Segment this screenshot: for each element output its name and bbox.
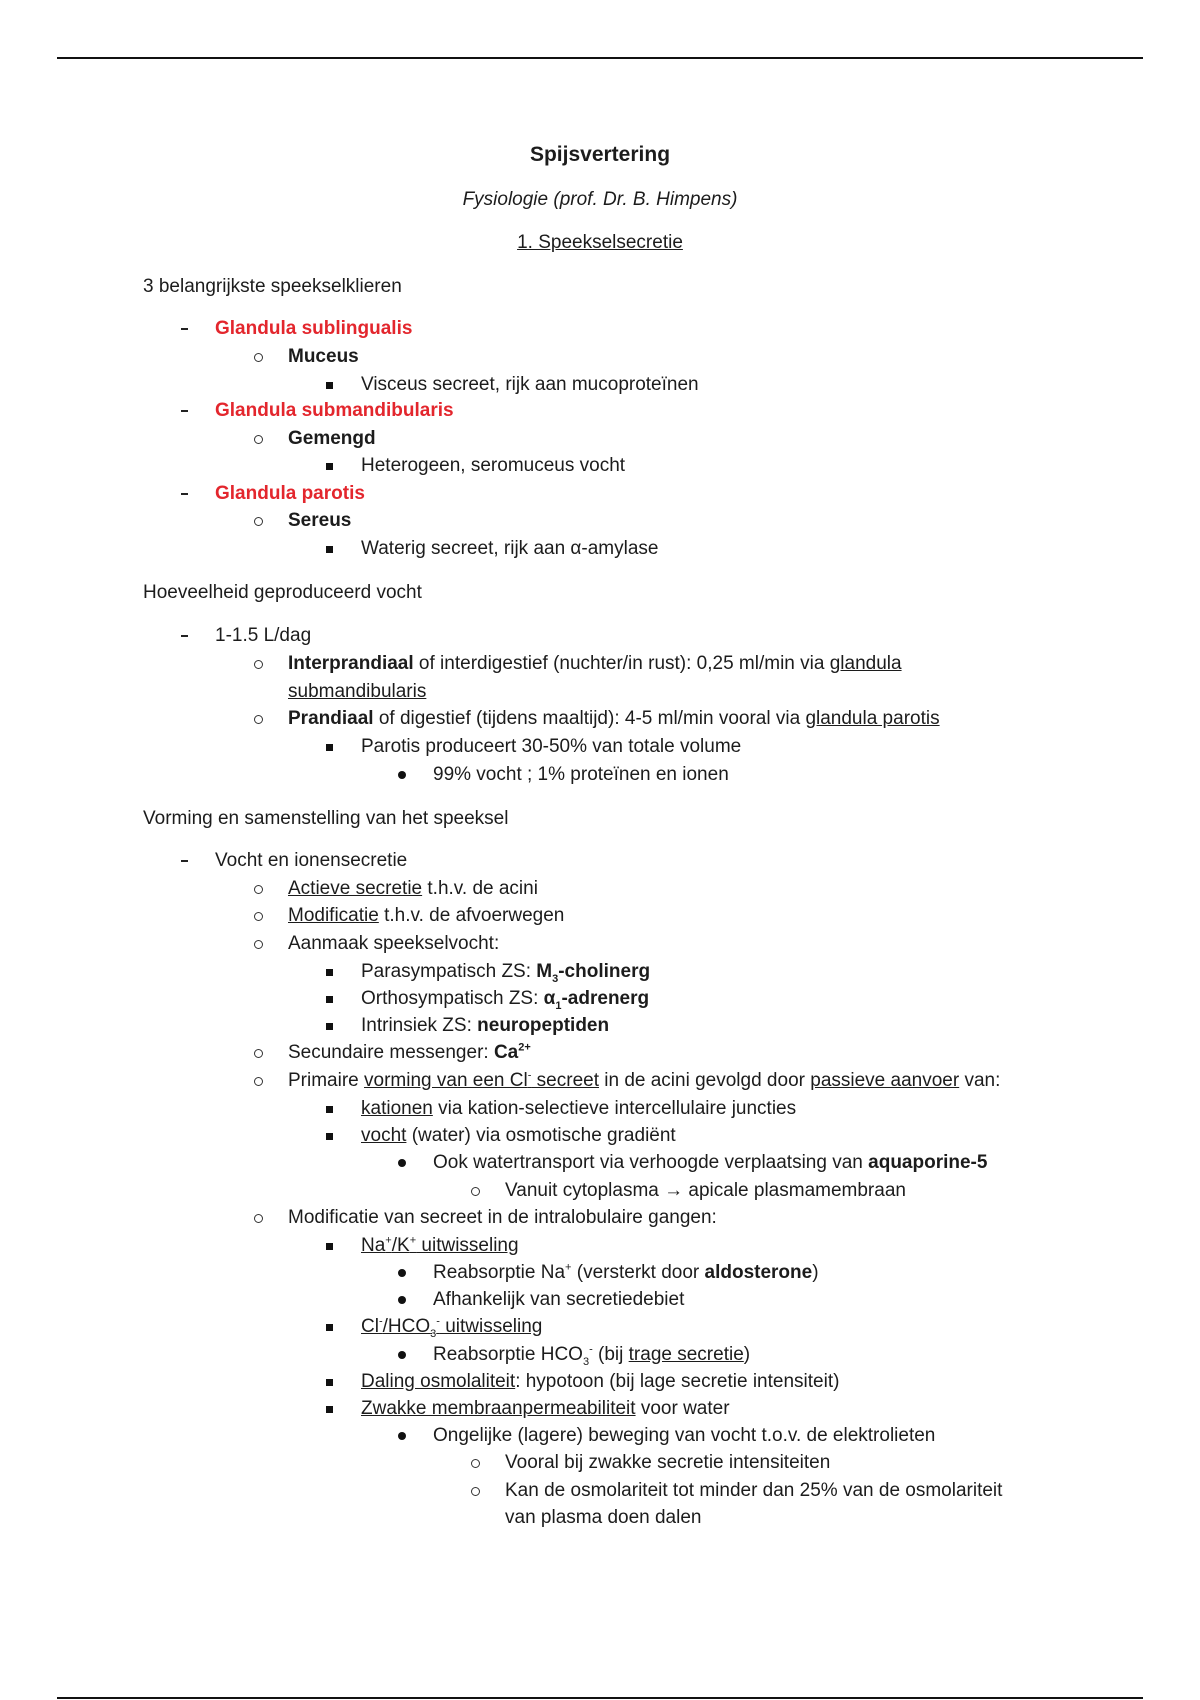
cytoplasm: Vanuit cytoplasma → apicale plasmamembraan — [505, 1180, 906, 1201]
circle-marker — [254, 353, 263, 362]
dot-marker — [398, 1296, 406, 1304]
active-secretion: Actieve secretie t.h.v. de acini — [288, 878, 538, 899]
arrow-right-icon: → — [664, 1180, 684, 1201]
osmolarity-line-1: Kan de osmolariteit tot minder dan 25% van de osmolariteit — [505, 1480, 1003, 1501]
square-marker — [326, 1133, 333, 1140]
na-k-exchange: Na+/K+ uitwisseling — [361, 1234, 519, 1256]
aquaporin: Ook watertransport via verhoogde verplaatsing van aquaporine-5 — [433, 1152, 988, 1173]
circle-marker — [471, 1459, 480, 1468]
secretion-debit: Afhankelijk van secretiedebiet — [433, 1289, 685, 1310]
circle-marker — [254, 1049, 263, 1058]
square-marker — [326, 382, 333, 389]
second-messenger: Secundaire messenger: $Ca^{2+}$ — [288, 1041, 531, 1063]
membrane-permeability: Zwakke membraanpermeabiliteit voor water — [361, 1398, 730, 1419]
composition: 99% vocht ; 1% proteïnen en ionen — [433, 764, 729, 785]
interprandial-line: Interprandiaal of interdigestief (nuchter/in rust): 0,25 ml/min via glandula — [288, 653, 902, 674]
circle-marker — [254, 435, 263, 444]
dash-marker — [181, 860, 188, 862]
quantity-amount: 1-1.5 L/dag — [215, 625, 312, 646]
dot-marker — [398, 771, 406, 779]
intralobular: Modificatie van secreet in de intralobulaire gangen: — [288, 1207, 717, 1228]
circle-marker — [254, 517, 263, 526]
gland-name: Glandula parotis — [215, 483, 365, 504]
dash-marker — [181, 410, 188, 412]
parasympathetic: Parasympatisch ZS: $M_3$-cholinerg — [361, 961, 651, 985]
weak-secretion: Vooral bij zwakke secretie intensiteiten — [505, 1452, 831, 1473]
dash-marker — [181, 635, 188, 637]
gland-detail: Visceus secreet, rijk aan mucoproteïnen — [361, 374, 699, 395]
glands-heading: 3 belangrijkste speekselklieren — [143, 276, 402, 297]
circle-marker — [254, 1214, 263, 1223]
reabsorption-na: Reabsorptie Na+ (versterkt door aldosterone) — [433, 1261, 819, 1283]
doc-title: Spijsvertering — [529, 143, 671, 166]
square-marker — [326, 969, 333, 976]
primary-formation: Primaire vorming van een Cl- secreet in de acini gevolgd door passieve aanvoer van: — [288, 1069, 1001, 1091]
dash-marker — [181, 328, 188, 330]
circle-marker — [471, 1187, 480, 1196]
circle-marker — [471, 1487, 480, 1496]
square-marker — [326, 546, 333, 553]
square-marker — [326, 1023, 333, 1030]
intrinsic: Intrinsiek ZS: neuropeptiden — [361, 1015, 610, 1036]
circle-marker — [254, 715, 263, 724]
circle-marker — [254, 1077, 263, 1086]
gland-name: Glandula sublingualis — [215, 318, 413, 339]
square-marker — [326, 1324, 333, 1331]
interprandial-line-2: submandibularis — [288, 681, 427, 702]
circle-marker — [254, 912, 263, 921]
orthosympathetic: Orthosympatisch ZS: $\alpha_1$-adrenerg — [361, 988, 650, 1012]
modification: Modificatie t.h.v. de afvoerwegen — [288, 905, 565, 926]
section-heading: 1. Speekselsecretie — [517, 232, 683, 253]
dot-marker — [398, 1432, 406, 1440]
square-marker — [326, 996, 333, 1003]
gland-detail: Waterig secreet, rijk aan α-amylase — [361, 538, 659, 559]
square-marker — [326, 744, 333, 751]
square-marker — [326, 1106, 333, 1113]
parotis-note: Parotis produceert 30-50% van totale volume — [361, 736, 742, 757]
osmolality-drop: Daling osmolaliteit: hypotoon (bij lage secretie intensiteit) — [361, 1371, 840, 1392]
osmolarity-line-2: van plasma doen dalen — [505, 1507, 702, 1528]
gland-type: Muceus — [288, 346, 359, 367]
dot-marker — [398, 1269, 406, 1277]
doc-subtitle: Fysiologie (prof. Dr. B. Himpens) — [462, 189, 738, 210]
quantity-heading: Hoeveelheid geproduceerd vocht — [143, 582, 422, 603]
reabsorption-hco3: Reabsorptie $HCO_3^-$ (bij trage secretie) — [433, 1343, 751, 1368]
circle-marker — [254, 660, 263, 669]
gland-type: Sereus — [288, 510, 352, 531]
unequal-movement: Ongelijke (lagere) beweging van vocht t.o.v. de elektrolieten — [433, 1425, 936, 1446]
cl-hco3-exchange: $Cl^-/HCO_3^-$ uitwisseling — [361, 1315, 543, 1340]
formation-heading: Vorming en samenstelling van het speeksel — [143, 808, 509, 829]
dot-marker — [398, 1159, 406, 1167]
square-marker — [326, 1243, 333, 1250]
gland-name: Glandula submandibularis — [215, 400, 454, 421]
circle-marker — [254, 885, 263, 894]
footer-rule — [57, 1697, 1143, 1699]
dot-marker — [398, 1351, 406, 1359]
fluid-ion: Vocht en ionensecretie — [215, 850, 408, 871]
water: vocht (water) via osmotische gradiënt — [361, 1125, 676, 1146]
square-marker — [326, 463, 333, 470]
header-rule — [57, 57, 1143, 59]
cations: kationen via kation-selectieve intercellulaire juncties — [361, 1098, 797, 1119]
prandial-line: Prandiaal of digestief (tijdens maaltijd): 4-5 ml/min vooral via glandula parotis — [288, 708, 940, 729]
gland-type: Gemengd — [288, 428, 376, 449]
square-marker — [326, 1379, 333, 1386]
dash-marker — [181, 493, 188, 495]
production: Aanmaak speekselvocht: — [288, 933, 500, 954]
square-marker — [326, 1406, 333, 1413]
gland-detail: Heterogeen, seromuceus vocht — [361, 455, 626, 476]
circle-marker — [254, 940, 263, 949]
